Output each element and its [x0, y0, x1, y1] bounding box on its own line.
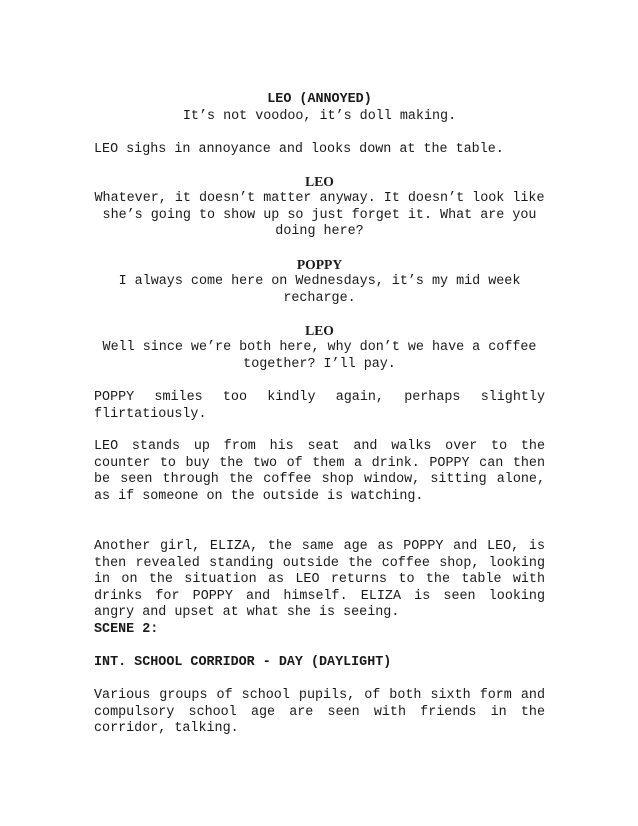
dialogue-line: Whatever, it doesn’t matter anyway. It doesn’t look like she’s going to show up so just forget it. What are you doing here?: [94, 191, 545, 239]
action-line: LEO sighs in annoyance and looks down at the table.: [94, 142, 504, 157]
character-name-leo: LEO: [305, 323, 334, 338]
action-paragraph: Another girl, ELIZA, the same age as POPPY and LEO, is then revealed standing outside the coffee shop, looking in on the situation as LEO returns to the table with drinks for POPPY and himself. ELIZA is seen looking angry and upset at what she is seeing.: [94, 539, 545, 620]
action-paragraph: Various groups of school pupils, of both sixth form and compulsory school age are seen with friends in the corridor, talking.: [94, 688, 545, 736]
character-name-leo-annoyed: LEO (ANNOYED): [267, 92, 372, 107]
dialogue-line: It’s not voodoo, it’s doll making.: [182, 109, 457, 124]
action-paragraph: POPPY smiles too kindly again, perhaps slightly flirtatiously.: [94, 390, 545, 422]
character-name-leo: LEO: [305, 174, 334, 189]
dialogue-line: I always come here on Wednesdays, it’s my mid week recharge.: [118, 274, 521, 306]
character-name-poppy: POPPY: [296, 257, 343, 272]
action-paragraph: LEO stands up from his seat and walks over to the counter to buy the two of them a drink. POPPY can then be seen through the coffee shop window, sitting alone, as if someone on the outside is watching.: [94, 439, 545, 504]
slugline: INT. SCHOOL CORRIDOR - DAY (DAYLIGHT): [94, 655, 392, 670]
dialogue-line: Well since we’re both here, why don’t we have a coffee together? I’ll pay.: [102, 340, 537, 372]
scene-heading: SCENE 2:: [94, 622, 159, 637]
